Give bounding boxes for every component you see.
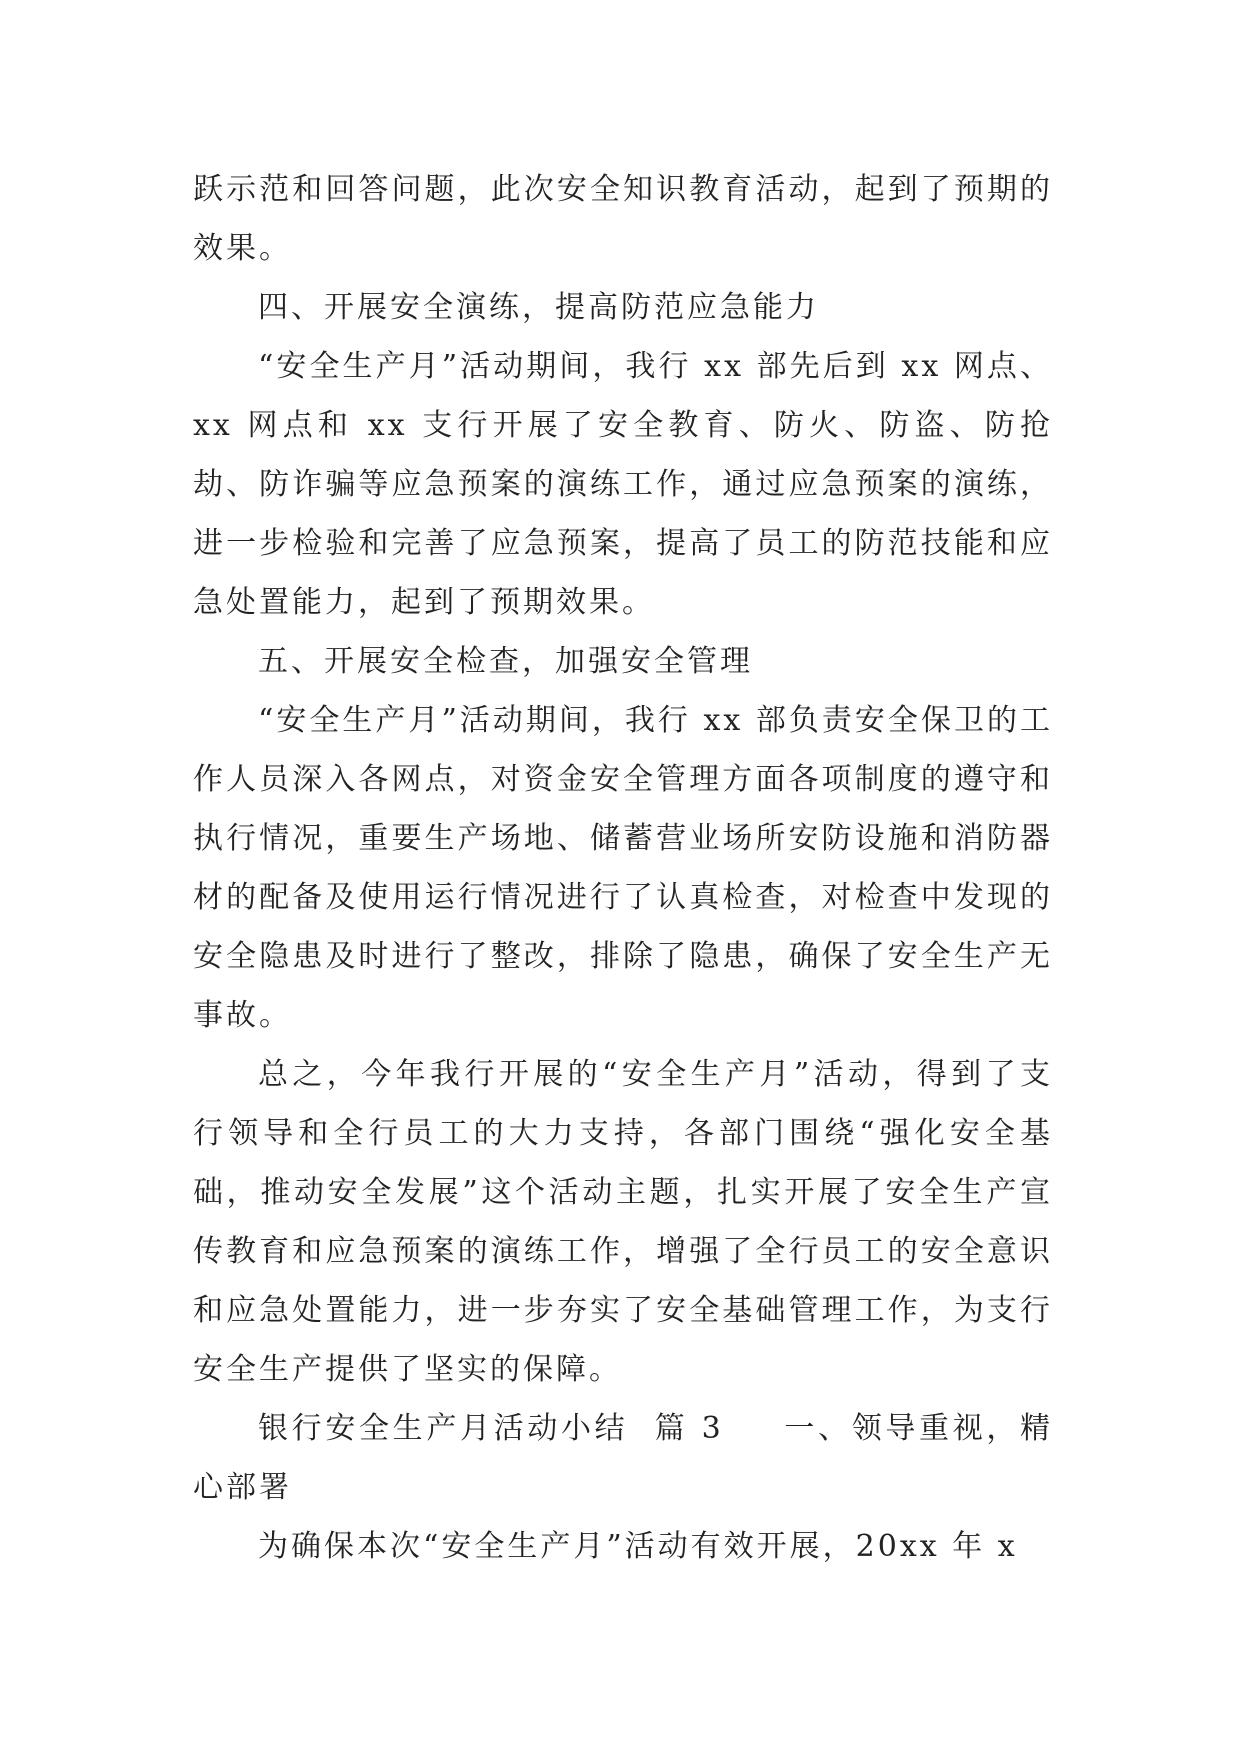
paragraph-continued: 跃示范和回答问题，此次安全知识教育活动，起到了预期的效果。	[193, 172, 1053, 266]
paragraph-drill: “安全生产月”活动期间，我行 xx 部先后到 xx 网点、xx 网点和 xx 支行开展了安全教育、防火、防盗、防抢劫、防诈骗等应急预案的演练工作，通过应急预案的演练，进一步检验和完善了应急预案，提高了员工的防范技能和应急处置能力，起到了预期效果。	[193, 349, 1053, 620]
section-heading-4: 四、开展安全演练，提高防范应急能力	[258, 290, 819, 325]
article-title-line	[193, 1399, 1053, 1517]
article-part: 篇 3	[654, 1411, 724, 1446]
paragraph-truncated: 为确保本次“安全生产月”活动有效开展，20xx 年 x	[258, 1529, 1018, 1564]
document-body	[193, 160, 1053, 1576]
paragraph-summary: 总之，今年我行开展的“安全生产月”活动，得到了支行领导和全行员工的大力支持，各部门围绕“强化安全基础，推动安全发展”这个活动主题，扎实开展了安全生产宣传教育和应急预案的演练工作，增强了全行员工的安全意识和应急处置能力，进一步夯实了安全基础管理工作，为支行安全生产提供了坚实的保障。	[193, 1057, 1053, 1387]
paragraph-inspection: “安全生产月”活动期间，我行 xx 部负责安全保卫的工作人员深入各网点，对资金安全管理方面各项制度的遵守和执行情况，重要生产场地、储蓄营业场所安防设施和消防器材的配备及使用运行情况进行了认真检查，对检查中发现的安全隐患及时进行了整改，排除了隐患，确保了安全生产无事故。	[193, 703, 1053, 1033]
first-heading: 一、领导重视，精心部署	[193, 1411, 1054, 1505]
section-heading-5: 五、开展安全检查，加强安全管理	[258, 644, 753, 679]
article-title: 银行安全生产月活动小结	[258, 1411, 629, 1446]
